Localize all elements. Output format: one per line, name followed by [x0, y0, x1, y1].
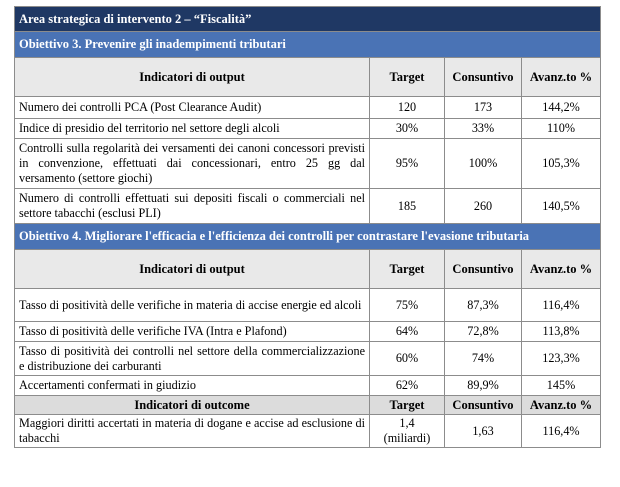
consuntivo-cell: 100% — [445, 139, 522, 189]
avanz-cell: 113,8% — [522, 322, 601, 342]
target-cell: 62% — [370, 376, 445, 396]
target-cell — [370, 415, 445, 448]
indicator-cell: Controlli sulla regolarità dei versamenti dei canoni concessori previsti in convenzione, effettuati dai concessionari, entro 25 gg dal versamento (settore giochi) — [15, 139, 370, 189]
table-row — [15, 97, 601, 119]
avanz-cell: 140,5% — [522, 189, 601, 224]
indicators-table — [14, 6, 601, 448]
consuntivo-cell: 89,9% — [445, 376, 522, 396]
area-header-row — [15, 7, 601, 32]
avanz-cell: 110% — [522, 119, 601, 139]
avanz-cell: 116,4% — [522, 289, 601, 322]
indicator-cell: Accertamenti confermati in giudizio — [15, 376, 370, 396]
table-row — [15, 139, 601, 189]
table-row — [15, 119, 601, 139]
target-cell: 75% — [370, 289, 445, 322]
objective-4-title: Obiettivo 4. Migliorare l'efficacia e l'efficienza dei controlli per contrastare l'evasione tributaria — [15, 224, 601, 250]
consuntivo-cell: 260 — [445, 189, 522, 224]
avanz-cell: 105,3% — [522, 139, 601, 189]
indicator-cell: Tasso di positività delle verifiche in materia di accise energie ed alcoli — [15, 289, 370, 322]
consuntivo-cell: 173 — [445, 97, 522, 119]
indicator-cell: Numero dei controlli PCA (Post Clearance Audit) — [15, 97, 370, 119]
consuntivo-cell: 72,8% — [445, 322, 522, 342]
table-row — [15, 342, 601, 376]
target-cell: 30% — [370, 119, 445, 139]
target-cell: 185 — [370, 189, 445, 224]
avanz-cell: 144,2% — [522, 97, 601, 119]
objective-3-header-row — [15, 32, 601, 58]
indicator-cell: Maggiori diritti accertati in materia di dogane e accise ad esclusione di tabacchi — [15, 415, 370, 448]
table-row — [15, 376, 601, 396]
avanz-cell: 145% — [522, 376, 601, 396]
table-row — [15, 415, 601, 448]
indicator-cell: Numero di controlli effettuati sui depositi fiscali o commerciali nel settore tabacchi (esclusi PLI) — [15, 189, 370, 224]
indicator-cell: Tasso di positività delle verifiche IVA (Intra e Plafond) — [15, 322, 370, 342]
target-cell: 95% — [370, 139, 445, 189]
consuntivo-cell: 1,63 — [445, 415, 522, 448]
outcome-header-row — [15, 396, 601, 415]
avanz-cell: 123,3% — [522, 342, 601, 376]
column-header-row — [15, 58, 601, 97]
col-header-indicators: Indicatori di output — [15, 250, 370, 289]
col-header-consuntivo: Consuntivo — [445, 396, 522, 415]
col-header-outcome: Indicatori di outcome — [15, 396, 370, 415]
col-header-consuntivo: Consuntivo — [445, 58, 522, 97]
col-header-consuntivo: Consuntivo — [445, 250, 522, 289]
objective-4-header-row — [15, 224, 601, 250]
target-cell: 60% — [370, 342, 445, 376]
col-header-avanz: Avanz.to % — [522, 250, 601, 289]
consuntivo-cell: 74% — [445, 342, 522, 376]
col-header-target: Target — [370, 250, 445, 289]
consuntivo-cell: 33% — [445, 119, 522, 139]
col-header-indicators: Indicatori di output — [15, 58, 370, 97]
indicator-cell: Indice di presidio del territorio nel settore degli alcoli — [15, 119, 370, 139]
col-header-avanz: Avanz.to % — [522, 396, 601, 415]
target-cell: 64% — [370, 322, 445, 342]
table-row — [15, 189, 601, 224]
indicator-cell: Tasso di positività dei controlli nel settore della commercializzazione e distribuzione dei carburanti — [15, 342, 370, 376]
col-header-avanz: Avanz.to % — [522, 58, 601, 97]
target-unit: (miliardi) — [383, 431, 431, 445]
objective-3-title: Obiettivo 3. Prevenire gli inadempimenti tributari — [15, 32, 601, 58]
avanz-cell: 116,4% — [522, 415, 601, 448]
col-header-target: Target — [370, 396, 445, 415]
table-row — [15, 322, 601, 342]
target-value: 1,4 — [399, 416, 415, 430]
target-cell: 120 — [370, 97, 445, 119]
consuntivo-cell: 87,3% — [445, 289, 522, 322]
table-row — [15, 289, 601, 322]
col-header-target: Target — [370, 58, 445, 97]
area-title: Area strategica di intervento 2 – “Fiscalità” — [15, 7, 601, 32]
column-header-row — [15, 250, 601, 289]
